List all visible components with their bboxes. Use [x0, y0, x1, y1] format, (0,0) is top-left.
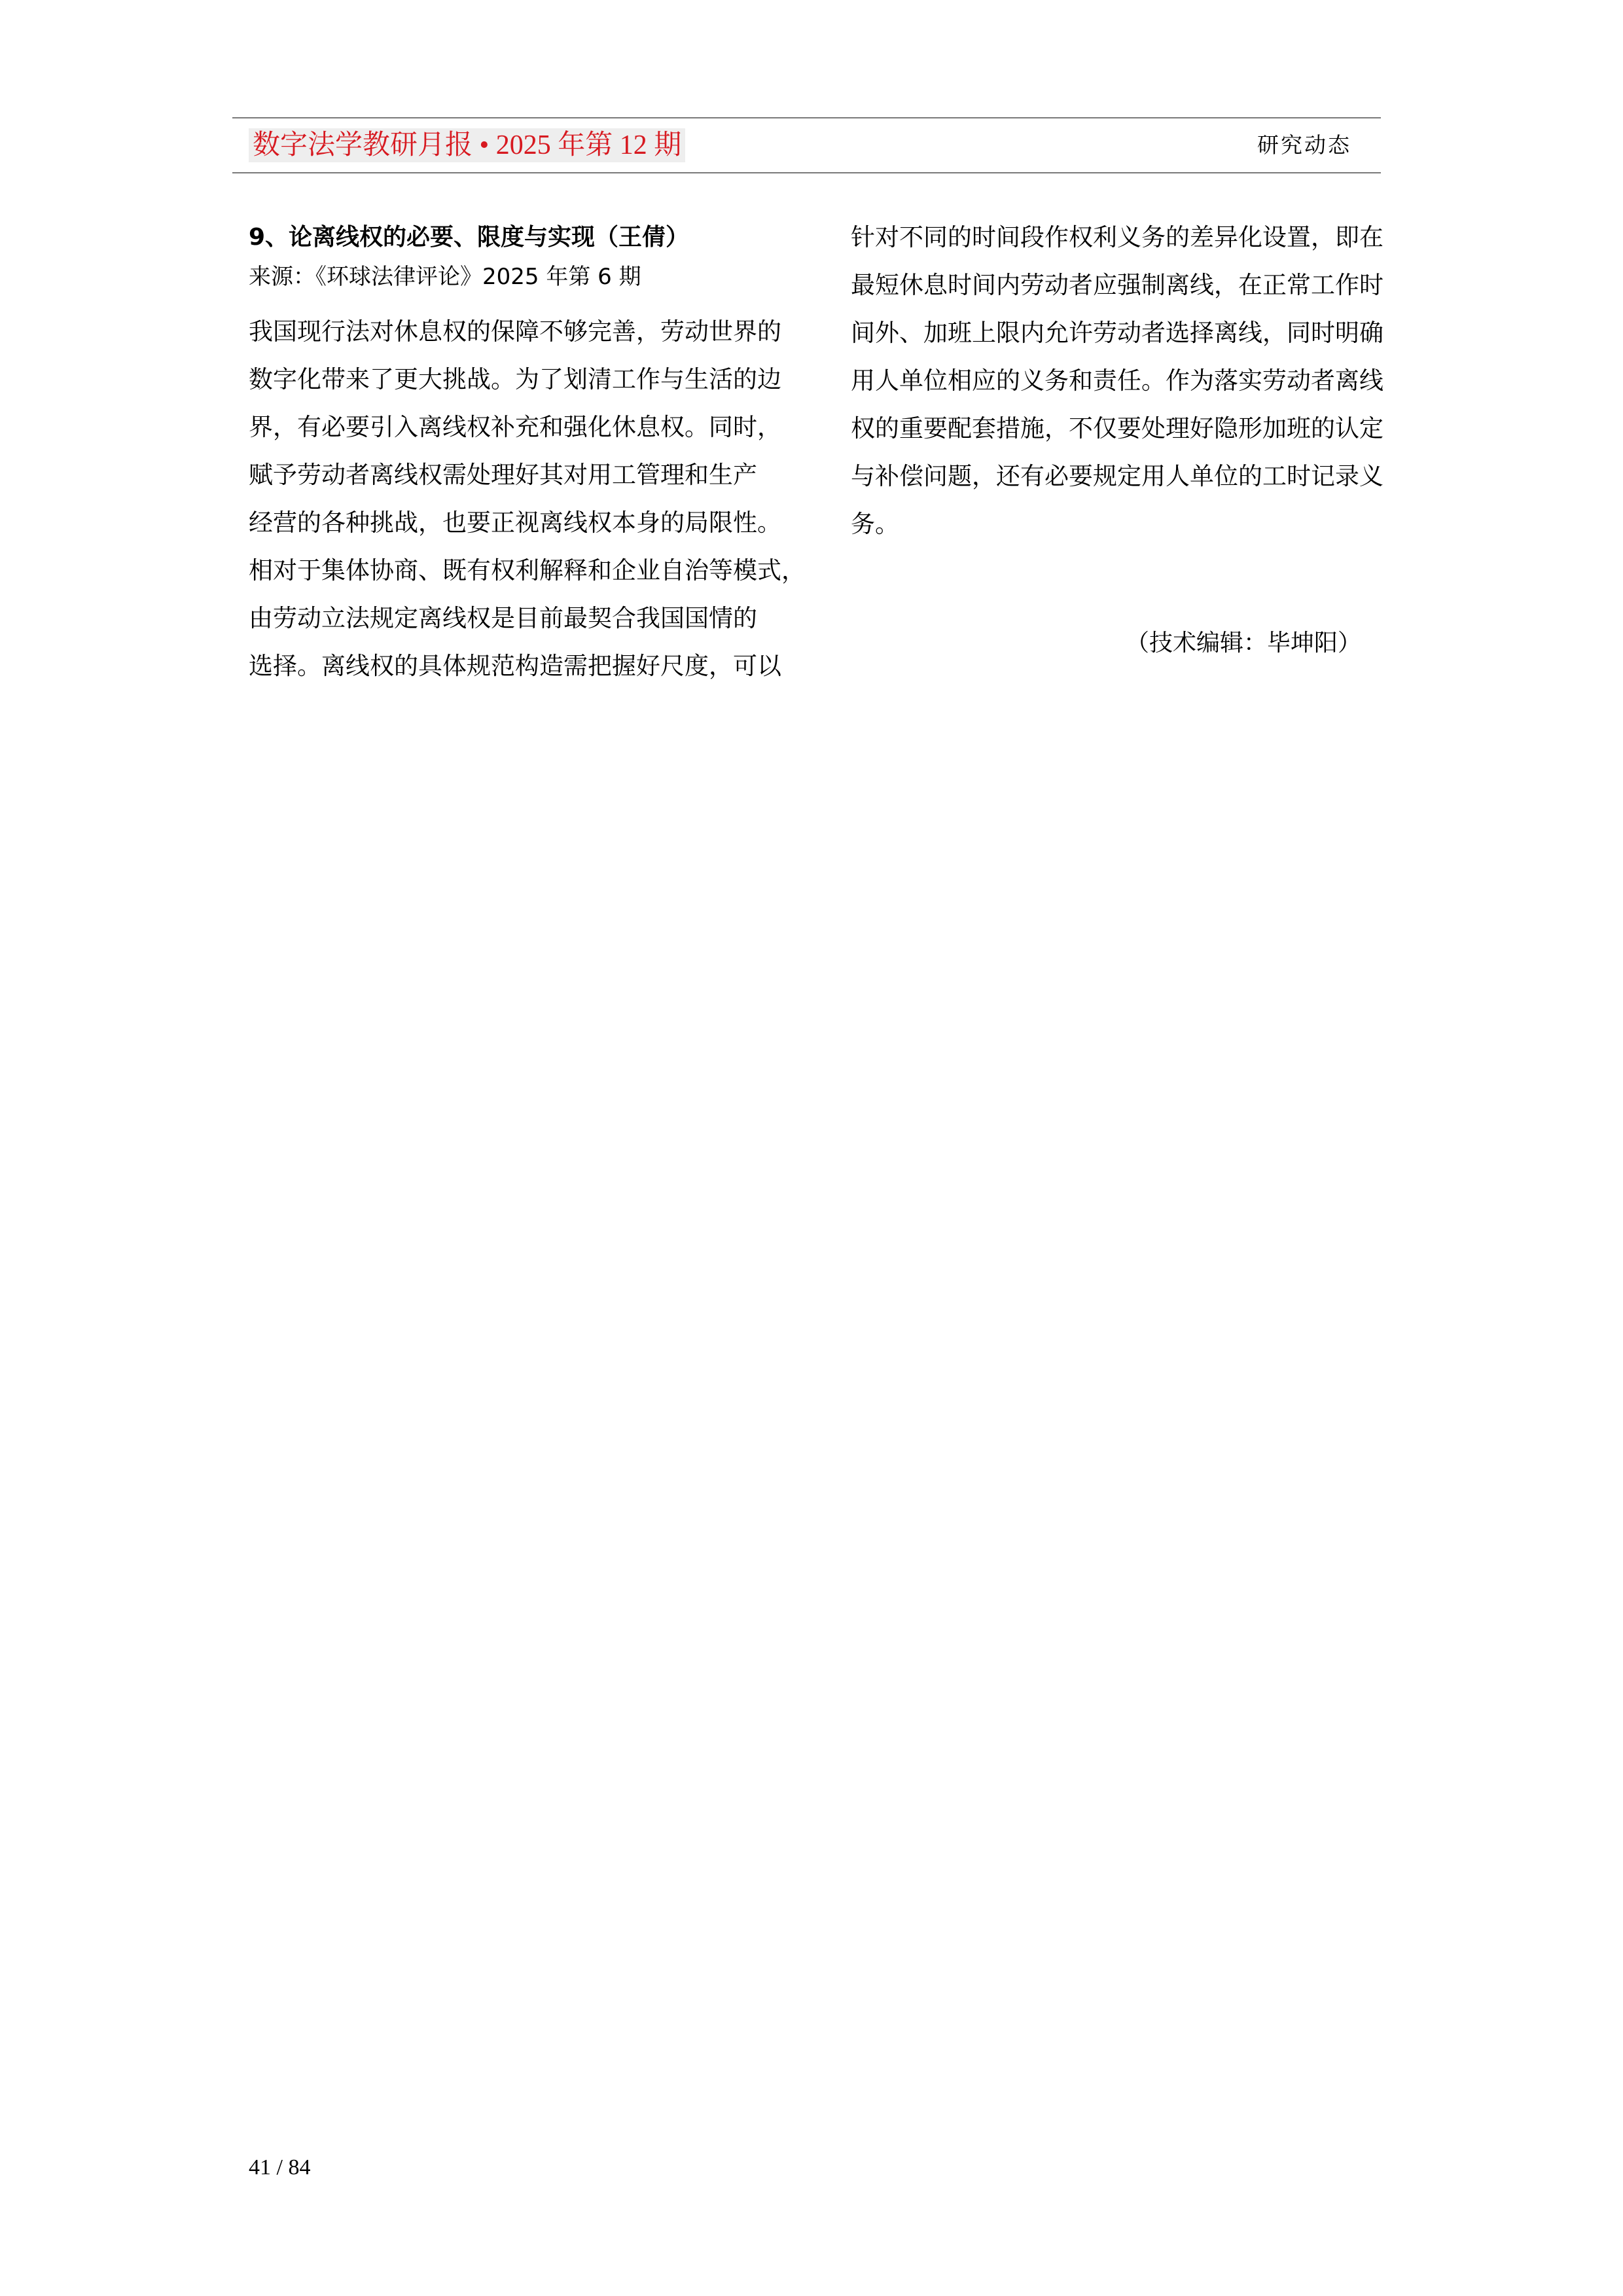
page-number: 41 / 84 — [249, 2155, 311, 2179]
journal-title: 数字法学教研月报 • 2025 年第 12 期 — [249, 128, 685, 162]
article-title: 9、论离线权的必要、限度与实现（王倩） — [249, 224, 690, 251]
editor-credit: （技术编辑：毕坤阳） — [1125, 630, 1361, 656]
section-label: 研究动态 — [1257, 132, 1351, 158]
body-line: 经营的各种挑战，也要正视离线权本身的局限性。 — [249, 509, 781, 537]
body-line: 界，有必要引入离线权补充和强化休息权。同时， — [249, 413, 781, 441]
body-line: 权的重要配套措施，不仅要处理好隐形加班的认定 — [851, 414, 1383, 442]
header-top-rule — [232, 117, 1381, 118]
body-line: 针对不同的时间段作权利义务的差异化设置，即在 — [851, 223, 1383, 251]
body-line: 间外、加班上限内允许劳动者选择离线，同时明确 — [851, 319, 1383, 347]
body-line: 务。 — [851, 510, 899, 538]
article-body-right-column — [851, 213, 1414, 548]
header-bottom-rule — [232, 172, 1381, 173]
body-line: 用人单位相应的义务和责任。作为落实劳动者离线 — [851, 367, 1383, 395]
body-line: 数字化带来了更大挑战。为了划清工作与生活的边 — [249, 365, 781, 393]
body-line: 选择。离线权的具体规范构造需把握好尺度，可以 — [249, 652, 781, 680]
body-line: 最短休息时间内劳动者应强制离线，在正常工作时 — [851, 271, 1383, 299]
body-line: 赋予劳动者离线权需处理好其对用工管理和生产 — [249, 461, 757, 489]
article-source: 来源：《环球法律评论》2025 年第 6 期 — [249, 264, 641, 290]
body-line: 相对于集体协商、既有权利解释和企业自治等模式， — [249, 556, 806, 584]
article-heading-block — [249, 221, 812, 298]
article-body-left-column — [249, 308, 825, 690]
body-line: 由劳动立法规定离线权是目前最契合我国国情的 — [249, 604, 757, 632]
body-line: 我国现行法对休息权的保障不够完善，劳动世界的 — [249, 317, 781, 346]
body-line: 与补偿问题，还有必要规定用人单位的工时记录义 — [851, 462, 1383, 490]
